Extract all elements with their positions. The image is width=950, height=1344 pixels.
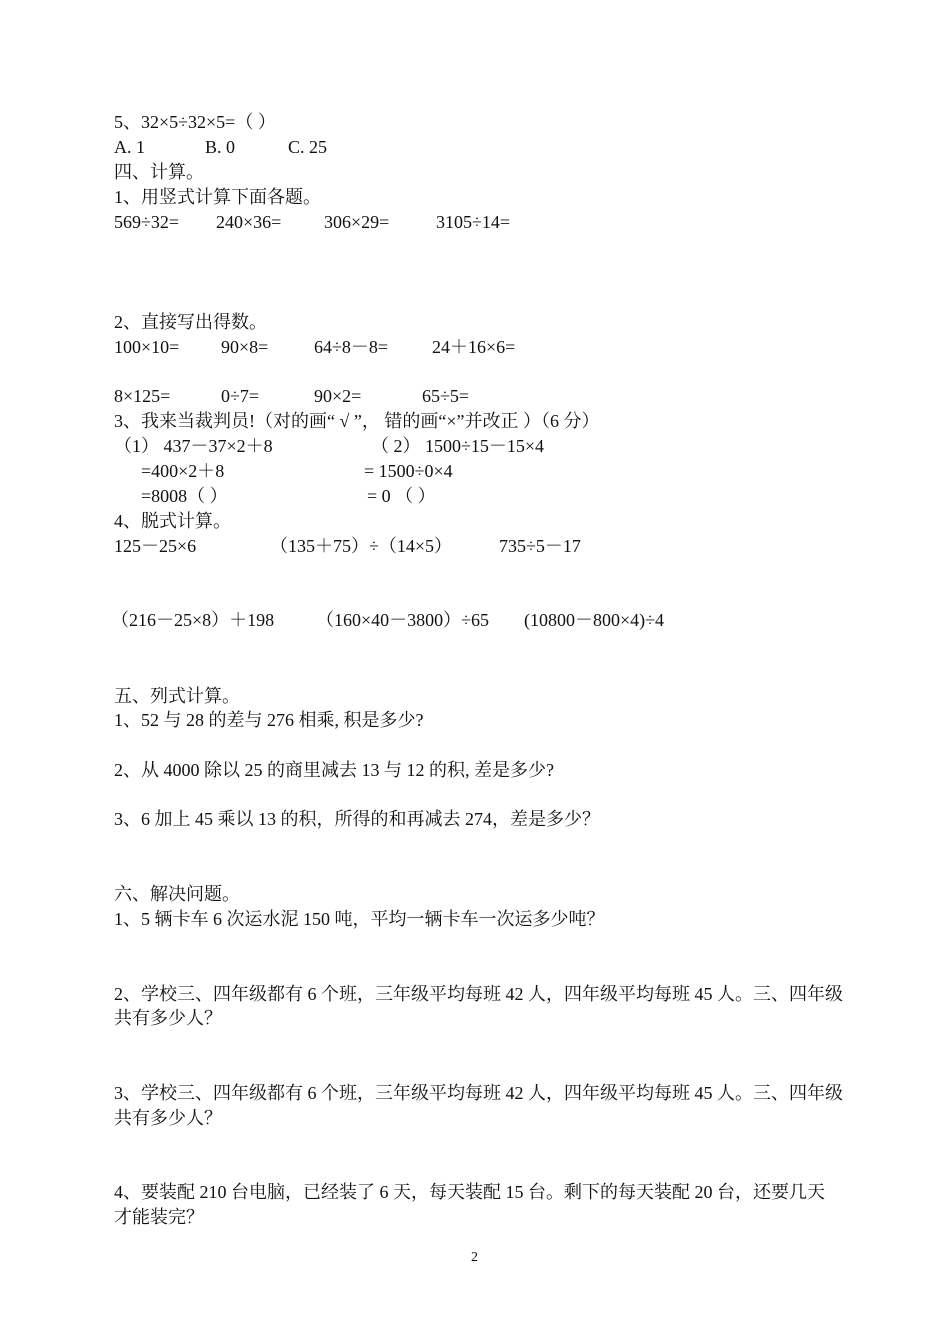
part-3-title: 3、我来当裁判员!（对的画“ √ ”， 错的画“×”并改正 ）（6 分） [114, 411, 600, 431]
vertical-calc-item: 306×29= [324, 212, 390, 232]
page-number: 2 [471, 1250, 478, 1265]
section-6-question-2-line-1: 2、学校三、四年级都有 6 个班，三年级平均每班 42 人，四年级平均每班 45 人。三、四年级 [114, 984, 843, 1004]
vertical-calc-item: 240×36= [216, 212, 282, 232]
section-6-question-3-line-2: 共有多少人？ [114, 1108, 222, 1128]
direct-calc-item: 65÷5= [422, 386, 470, 406]
judge-left-line: =8008（ ） [141, 486, 228, 506]
judge-left-line: （1） 437－37×2＋8 [114, 436, 273, 456]
judge-right-line: （ 2） 1500÷15－15×4 [371, 436, 545, 456]
section-5-question-3: 3、6 加上 45 乘以 13 的积，所得的和再减去 274，差是多少？ [114, 809, 600, 829]
section-5-question-2: 2、从 4000 除以 25 的商里减去 13 与 12 的积, 差是多少? [114, 760, 554, 780]
section-6-question-3-line-1: 3、学校三、四年级都有 6 个班，三年级平均每班 42 人，四年级平均每班 45 人。三、四年级 [114, 1083, 843, 1103]
judge-left-line: =400×2＋8 [141, 461, 225, 481]
section-4-heading: 四、计算。 [114, 162, 204, 182]
step-calc-item: （135＋75）÷（14×5） [270, 536, 453, 556]
step-calc-item: 125－25×6 [114, 536, 197, 556]
section-5-heading: 五、列式计算。 [114, 686, 240, 706]
direct-calc-item: 0÷7= [221, 386, 260, 406]
direct-calc-item: 24＋16×6= [432, 337, 516, 357]
part-4-title: 4、脱式计算。 [114, 511, 231, 531]
vertical-calc-item: 569÷32= [114, 212, 180, 232]
section-6-question-4-line-1: 4、要装配 210 台电脑，已经装了 6 天，每天装配 15 台。剩下的每天装配 20 台，还要几天 [114, 1182, 825, 1202]
direct-calc-item: 64÷8－8= [314, 337, 389, 357]
direct-calc-item: 90×2= [314, 386, 362, 406]
option-b: B. 0 [205, 137, 236, 157]
step-calc-item: （160×40－3800）÷65 [316, 610, 490, 630]
step-calc-item: 735÷5－17 [499, 536, 581, 556]
section-6-question-2-line-2: 共有多少人？ [114, 1008, 222, 1028]
question-5-stem: 5、32×5÷32×5=（ ） [114, 112, 276, 132]
part-1-title: 1、用竖式计算下面各题。 [114, 187, 321, 207]
judge-right-line: = 0 （ ） [367, 486, 436, 506]
part-2-title: 2、直接写出得数。 [114, 312, 267, 332]
step-calc-item: (10800－800×4)÷4 [524, 610, 665, 630]
vertical-calc-item: 3105÷14= [436, 212, 511, 232]
step-calc-item: （216－25×8）＋198 [111, 610, 275, 630]
judge-right-line: = 1500÷0×4 [364, 461, 453, 481]
section-6-question-1: 1、5 辆卡车 6 次运水泥 150 吨，平均一辆卡车一次运多少吨？ [114, 909, 605, 929]
direct-calc-item: 100×10= [114, 337, 180, 357]
option-c: C. 25 [288, 137, 328, 157]
section-6-heading: 六、解决问题。 [114, 884, 240, 904]
section-5-question-1: 1、52 与 28 的差与 276 相乘, 积是多少? [114, 710, 424, 730]
direct-calc-item: 8×125= [114, 386, 171, 406]
section-6-question-4-line-2: 才能装完？ [114, 1207, 204, 1227]
option-a: A. 1 [114, 137, 145, 157]
direct-calc-item: 90×8= [221, 337, 269, 357]
